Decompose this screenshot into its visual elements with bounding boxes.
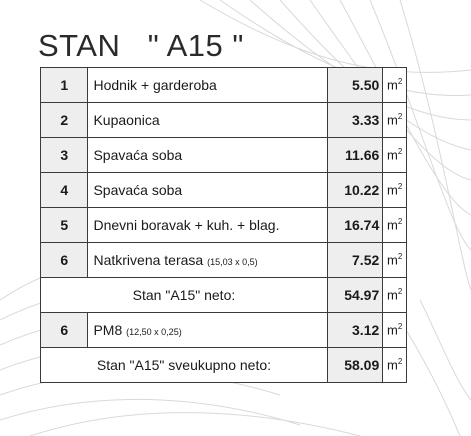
unit-exponent: 2	[397, 147, 403, 157]
table-row	[41, 243, 407, 278]
area-unit	[383, 138, 407, 173]
room-name-text: Dnevni boravak + kuh. + blag.	[93, 217, 280, 233]
parking-row	[41, 313, 407, 348]
net-total-label: Stan "A15" neto:	[41, 278, 328, 313]
net-total-area: 54.97	[327, 278, 382, 313]
table-row	[41, 173, 407, 208]
grand-total-row	[41, 348, 407, 383]
parking-number: 6	[41, 313, 88, 348]
unit-exponent: 2	[397, 182, 403, 192]
area-unit	[383, 278, 407, 313]
table-row	[41, 138, 407, 173]
room-number: 1	[41, 68, 88, 103]
area-unit	[383, 103, 407, 138]
room-name-text: Kupaonica	[93, 112, 160, 128]
area-unit	[383, 208, 407, 243]
room-area-table	[40, 67, 407, 383]
room-name-text: Spavaća soba	[93, 147, 183, 163]
room-name	[88, 68, 327, 103]
unit-label: m	[386, 217, 398, 233]
table-row	[41, 68, 407, 103]
room-number: 6	[41, 243, 88, 278]
page-title: STAN " A15 "	[38, 28, 244, 63]
area-unit	[383, 348, 407, 383]
room-area: 11.66	[327, 138, 382, 173]
unit-label: m	[386, 252, 398, 268]
room-area: 7.52	[327, 243, 382, 278]
unit-label: m	[386, 77, 398, 93]
unit-exponent: 2	[397, 217, 403, 227]
room-name-text: Natkrivena terasa	[93, 252, 208, 268]
area-unit	[383, 243, 407, 278]
room-name	[88, 138, 327, 173]
room-number: 3	[41, 138, 88, 173]
unit-label: m	[386, 182, 398, 198]
parking-name-text: PM8	[93, 322, 127, 338]
table-row	[41, 208, 407, 243]
room-name-text: Hodnik + garderoba	[93, 77, 217, 93]
room-name	[88, 173, 327, 208]
unit-exponent: 2	[397, 357, 403, 367]
room-name-text: Spavaća soba	[93, 182, 183, 198]
unit-exponent: 2	[397, 287, 403, 297]
table-row	[41, 103, 407, 138]
room-number: 5	[41, 208, 88, 243]
parking-name	[88, 313, 327, 348]
room-dimensions: (15,03 x 0,5)	[207, 257, 258, 267]
unit-label: m	[386, 287, 398, 303]
unit-exponent: 2	[397, 252, 403, 262]
room-name	[88, 208, 327, 243]
net-total-row	[41, 278, 407, 313]
parking-area: 3.12	[327, 313, 382, 348]
room-area: 3.33	[327, 103, 382, 138]
area-unit	[383, 68, 407, 103]
unit-exponent: 2	[397, 322, 403, 332]
grand-total-area: 58.09	[327, 348, 382, 383]
room-name	[88, 103, 327, 138]
unit-label: m	[386, 112, 398, 128]
room-number: 2	[41, 103, 88, 138]
room-number: 4	[41, 173, 88, 208]
room-name	[88, 243, 327, 278]
room-area: 10.22	[327, 173, 382, 208]
unit-label: m	[386, 147, 398, 163]
unit-label: m	[386, 322, 398, 338]
unit-label: m	[386, 357, 398, 373]
room-area: 5.50	[327, 68, 382, 103]
area-unit	[383, 313, 407, 348]
grand-total-label: Stan "A15" sveukupno neto:	[41, 348, 328, 383]
area-unit	[383, 173, 407, 208]
room-area: 16.74	[327, 208, 382, 243]
unit-exponent: 2	[397, 112, 403, 122]
parking-dimensions: (12,50 x 0,25)	[126, 327, 182, 337]
unit-exponent: 2	[397, 77, 403, 87]
